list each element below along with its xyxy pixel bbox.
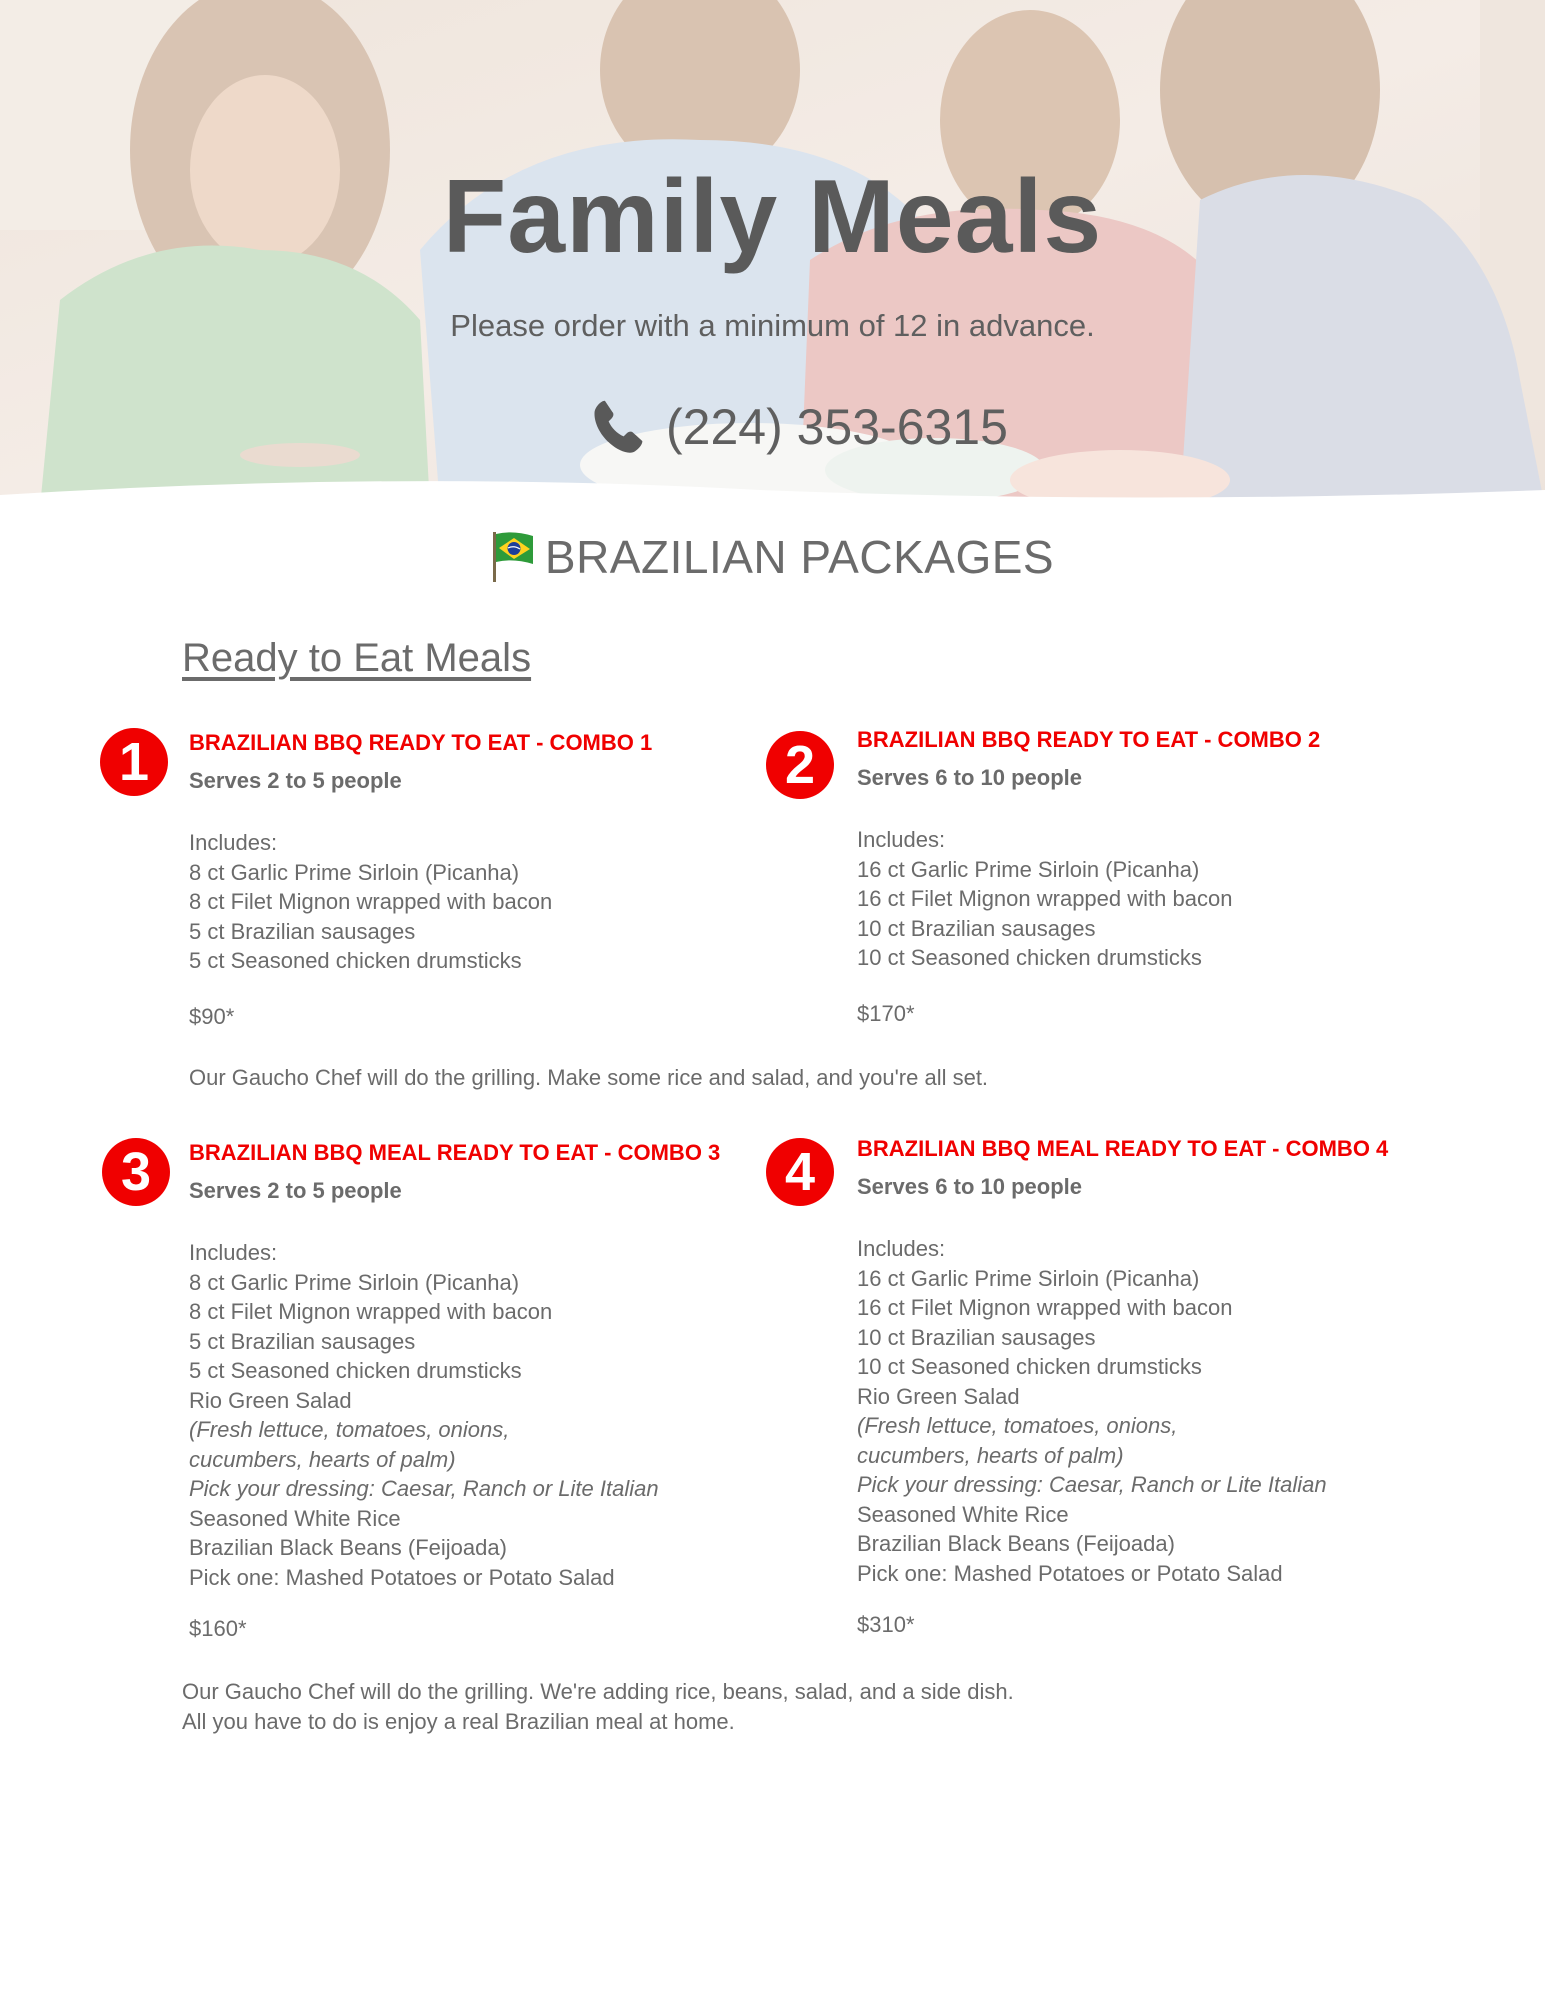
- list-item: Rio Green Salad: [857, 1383, 1020, 1409]
- list-item: 5 ct Seasoned chicken drumsticks: [189, 948, 522, 973]
- grill-note-2-line1: Our Gaucho Chef will do the grilling. We're adding rice, beans, salad, and a side dish.: [182, 1679, 1014, 1704]
- combo-serves: Serves 6 to 10 people: [857, 765, 1082, 790]
- list-item: 8 ct Filet Mignon wrapped with bacon: [189, 1299, 553, 1324]
- list-item: 8 ct Garlic Prime Sirloin (Picanha): [189, 1269, 520, 1295]
- list-item: 8 ct Filet Mignon wrapped with bacon: [189, 889, 553, 914]
- list-item: 5 ct Seasoned chicken drumsticks: [189, 1358, 522, 1383]
- list-item: 5 ct Brazilian sausages: [189, 1328, 416, 1354]
- list-item: cucumbers, hearts of palm): [857, 1442, 1124, 1468]
- list-item: Seasoned White Rice: [857, 1501, 1069, 1527]
- combo-serves: Serves 6 to 10 people: [857, 1174, 1082, 1199]
- order-advance-note: Please order with a minimum of 12 in advance.: [450, 308, 1095, 343]
- list-item: 10 ct Seasoned chicken drumsticks: [857, 945, 1202, 970]
- list-item: 16 ct Garlic Prime Sirloin (Picanha): [857, 1265, 1200, 1291]
- list-item: 10 ct Brazilian sausages: [857, 915, 1096, 941]
- grill-note-1: Our Gaucho Chef will do the grilling. Make some rice and salad, and you're all set.: [189, 1065, 989, 1090]
- combo-price: $170*: [857, 1001, 915, 1026]
- grill-note-2-line2: All you have to do is enjoy a real Brazilian meal at home.: [182, 1709, 735, 1734]
- list-item: 16 ct Filet Mignon wrapped with bacon: [857, 1295, 1233, 1320]
- combo-card-2: [784, 727, 1467, 1027]
- list-item: 5 ct Brazilian sausages: [189, 918, 416, 944]
- section-title: BRAZILIAN PACKAGES: [544, 531, 1055, 583]
- list-item: 16 ct Filet Mignon wrapped with bacon: [857, 886, 1233, 911]
- list-item: Pick your dressing: Caesar, Ranch or Lite Italian: [857, 1472, 1327, 1497]
- list-item: cucumbers, hearts of palm): [189, 1446, 456, 1472]
- list-item: 16 ct Garlic Prime Sirloin (Picanha): [857, 856, 1200, 882]
- combo-title: BRAZILIAN BBQ READY TO EAT - COMBO 1: [189, 730, 653, 755]
- includes-label: Includes:: [189, 830, 278, 855]
- hero-banner: [0, 0, 1545, 507]
- phone-contact[interactable]: [588, 392, 1008, 462]
- phone-number[interactable]: (224) 353-6315: [666, 399, 1008, 455]
- combo-includes-list: [857, 1234, 1327, 1588]
- list-item: (Fresh lettuce, tomatoes, onions,: [857, 1413, 1178, 1438]
- combo-title: BRAZILIAN BBQ MEAL READY TO EAT - COMBO 3: [189, 1140, 721, 1165]
- combo-number-badge: 3: [102, 1138, 170, 1206]
- combo-title: BRAZILIAN BBQ MEAL READY TO EAT - COMBO 4: [857, 1136, 1389, 1161]
- includes-label: Includes:: [857, 827, 946, 852]
- list-item: 10 ct Seasoned chicken drumsticks: [857, 1354, 1202, 1379]
- combo-price: $310*: [857, 1612, 915, 1637]
- page-title: Family Meals: [442, 159, 1103, 275]
- combo-serves: Serves 2 to 5 people: [189, 768, 402, 793]
- combo-number-badge: 2: [766, 731, 834, 799]
- list-item: Brazilian Black Beans (Feijoada): [857, 1531, 1175, 1556]
- combo-includes-list: [189, 828, 552, 976]
- combo-card-3: [120, 1140, 799, 1660]
- list-item: Seasoned White Rice: [189, 1505, 401, 1531]
- combo-price: $90*: [189, 1004, 235, 1029]
- combo-title: BRAZILIAN BBQ READY TO EAT - COMBO 2: [857, 727, 1321, 752]
- combo-number-badge: 1: [100, 728, 168, 796]
- combo-includes-list: [189, 1238, 659, 1592]
- includes-label: Includes:: [857, 1236, 946, 1261]
- combo-includes-list: [857, 825, 1232, 973]
- combo-price: $160*: [189, 1616, 247, 1641]
- includes-label: Includes:: [189, 1240, 278, 1265]
- grill-note-2: [182, 1677, 1014, 1737]
- phone-icon: [588, 397, 648, 457]
- combo-card-1: [118, 730, 799, 1030]
- list-item: Pick one: Mashed Potatoes or Potato Salad: [189, 1564, 615, 1590]
- list-item: (Fresh lettuce, tomatoes, onions,: [189, 1417, 510, 1442]
- list-item: 10 ct Brazilian sausages: [857, 1324, 1096, 1350]
- combo-serves: Serves 2 to 5 people: [189, 1178, 402, 1203]
- subsection-title: Ready to Eat Meals: [182, 636, 532, 680]
- brazil-flag-icon: [491, 530, 535, 584]
- list-item: Pick your dressing: Caesar, Ranch or Lite Italian: [189, 1476, 659, 1501]
- list-item: 8 ct Garlic Prime Sirloin (Picanha): [189, 859, 520, 885]
- section-heading: [0, 530, 1545, 584]
- combo-number-badge: 4: [766, 1138, 834, 1206]
- combo-card-4: [784, 1136, 1467, 1656]
- list-item: Pick one: Mashed Potatoes or Potato Salad: [857, 1560, 1283, 1586]
- list-item: Rio Green Salad: [189, 1387, 352, 1413]
- list-item: Brazilian Black Beans (Feijoada): [189, 1535, 507, 1560]
